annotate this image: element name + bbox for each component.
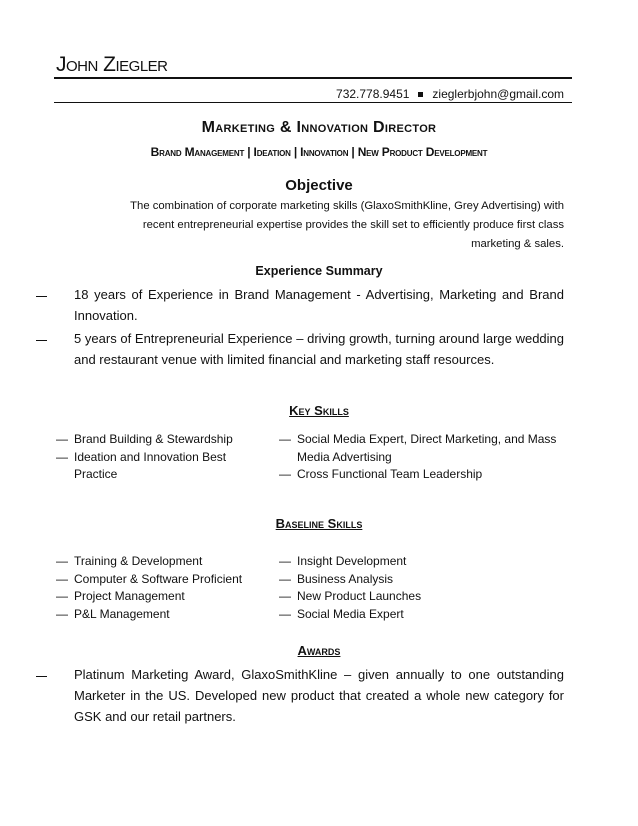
baseline-skills-heading: Baseline Skills	[275, 516, 363, 531]
resume-name: John Ziegler	[56, 53, 168, 76]
list-item	[56, 588, 271, 606]
dash-bullet-icon	[279, 431, 291, 449]
list-item	[279, 606, 539, 624]
list-item-text: Computer & Software Proficient	[74, 571, 243, 586]
dash-bullet-icon	[56, 571, 68, 589]
list-item-text: Ideation and Innovation Best Practice	[74, 449, 227, 481]
dash-bullet-icon	[279, 606, 291, 624]
dash-bullet-icon	[56, 431, 68, 449]
header-rule-thin	[54, 102, 572, 103]
objective-text	[64, 197, 564, 254]
job-title: Marketing & Innovation Director	[201, 119, 437, 136]
contact-line	[336, 87, 564, 101]
dash-bullet-icon	[279, 571, 291, 589]
baseline-skills-left	[56, 553, 271, 623]
email-address: zieglerbjohn@gmail.com	[432, 87, 564, 101]
specialties-line: Brand Management | Ideation | Innovation | New Product Development	[150, 145, 488, 159]
list-item-text: P&L Management	[74, 606, 170, 621]
list-item-text: Platinum Marketing Award, GlaxoSmithKline – given annually to one outstanding Marketer in the US. Developed new product that created a whole new category for GSK and our retail partners.	[74, 667, 564, 724]
list-item	[279, 553, 539, 571]
list-item-text: Cross Functional Team Leadership	[297, 467, 483, 481]
dash-bullet-icon	[56, 449, 68, 467]
list-item-text: 18 years of Experience in Brand Management - Advertising, Marketing and Brand Innovation.	[74, 287, 564, 323]
objective-line: The combination of corporate marketing skills (GlaxoSmithKline, Grey Advertising) with	[130, 200, 564, 212]
list-item-text: 5 years of Entrepreneurial Experience – driving growth, turning around large wedding and restaurant venue with limited financial and marketing staff resources.	[74, 331, 564, 367]
list-item-text: Insight Development	[297, 554, 407, 568]
dash-bullet-icon	[56, 606, 68, 624]
list-item	[36, 284, 564, 326]
experience-list	[36, 284, 564, 370]
list-item	[56, 553, 271, 571]
list-item	[279, 571, 539, 589]
list-item-text: Brand Building & Stewardship	[74, 432, 233, 446]
list-item	[56, 449, 244, 484]
objective-heading: Objective	[285, 177, 353, 194]
list-item	[56, 431, 256, 449]
list-item-text: Social Media Expert, Direct Marketing, and Mass Media Advertising	[297, 432, 557, 464]
header-rule-thick	[54, 77, 572, 79]
dash-bullet-icon	[279, 466, 291, 484]
list-item-text: Business Analysis	[297, 571, 394, 586]
key-skills-heading: Key Skills	[289, 403, 349, 418]
list-item-text: Social Media Expert	[297, 606, 404, 621]
dash-bullet-icon	[279, 588, 291, 606]
key-skills-right	[279, 431, 579, 484]
key-skills-left	[56, 431, 256, 484]
list-item	[279, 466, 579, 484]
list-item	[36, 328, 564, 370]
dash-bullet-icon	[279, 553, 291, 571]
objective-line: marketing & sales.	[471, 238, 564, 250]
list-item	[36, 664, 564, 727]
awards-list	[36, 664, 564, 727]
dash-bullet-icon	[56, 553, 68, 571]
list-item-text: Project Management	[74, 589, 185, 603]
dash-bullet-icon	[56, 588, 68, 606]
list-item	[279, 431, 572, 466]
baseline-skills-right	[279, 553, 539, 623]
awards-heading: Awards	[297, 643, 341, 658]
square-bullet-icon	[418, 92, 423, 97]
list-item-text: Training & Development	[74, 554, 203, 568]
list-item	[279, 588, 539, 606]
objective-line: recent entrepreneurial expertise provides the skill set to efficiently produce first class	[142, 219, 564, 231]
list-item	[56, 571, 271, 589]
experience-heading: Experience Summary	[255, 264, 383, 278]
list-item-text: New Product Launches	[297, 589, 422, 603]
list-item	[56, 606, 271, 624]
phone-number: 732.778.9451	[336, 87, 410, 101]
